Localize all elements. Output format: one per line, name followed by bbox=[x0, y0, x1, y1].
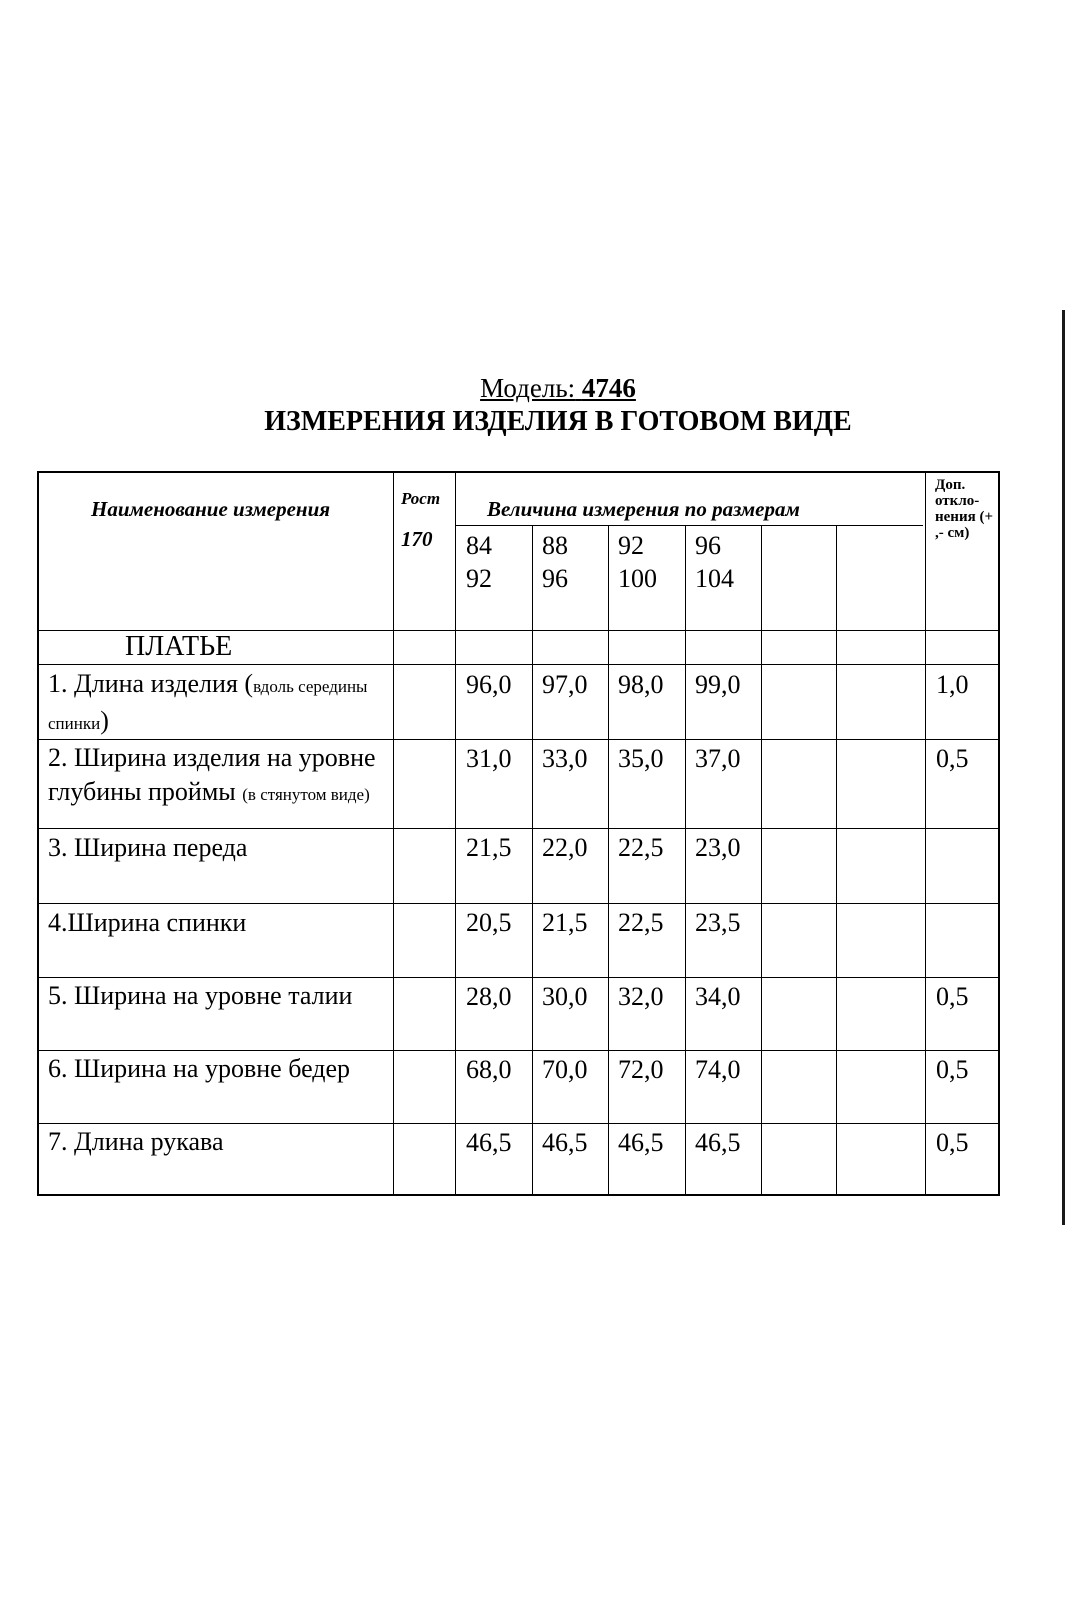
value-cell: 28,0 bbox=[466, 982, 512, 1011]
size-header: 92 100 bbox=[618, 531, 657, 593]
value-cell: 20,5 bbox=[466, 908, 512, 937]
row-divider bbox=[455, 525, 923, 526]
col-divider bbox=[925, 473, 926, 1194]
page-heading: ИЗМЕРЕНИЯ ИЗДЕЛИЯ В ГОТОВОМ ВИДЕ bbox=[264, 406, 852, 437]
row-divider bbox=[39, 828, 998, 829]
row-name: 5. Ширина на уровне талии bbox=[48, 981, 353, 1010]
deviation-cell: 0,5 bbox=[936, 982, 969, 1011]
col-divider bbox=[393, 473, 394, 1194]
deviation-cell: 0,5 bbox=[936, 744, 969, 773]
size-header: 88 96 bbox=[542, 531, 568, 593]
value-cell: 46,5 bbox=[695, 1128, 741, 1157]
value-cell: 22,5 bbox=[618, 833, 664, 862]
header-deviation: Доп. откло-нения (+ ,- см) bbox=[935, 477, 993, 541]
col-divider bbox=[836, 525, 837, 1194]
value-cell: 33,0 bbox=[542, 744, 588, 773]
value-cell: 30,0 bbox=[542, 982, 588, 1011]
value-cell: 32,0 bbox=[618, 982, 664, 1011]
row-divider bbox=[39, 977, 998, 978]
header-values-label: Величина измерения по размерам bbox=[487, 497, 800, 521]
row-name: 2. Ширина изделия на уровне глубины проймы (в стянутом виде) bbox=[48, 743, 376, 806]
page-edge-line bbox=[1062, 310, 1065, 1225]
value-cell: 96,0 bbox=[466, 670, 512, 699]
row-name: 7. Длина рукава bbox=[48, 1127, 224, 1156]
section-label: ПЛАТЬЕ bbox=[125, 631, 233, 662]
value-cell: 23,0 bbox=[695, 833, 741, 862]
value-cell: 97,0 bbox=[542, 670, 588, 699]
col-divider bbox=[761, 525, 762, 1194]
model-label: Модель: bbox=[480, 373, 576, 403]
value-cell: 72,0 bbox=[618, 1055, 664, 1084]
row-name: 4.Ширина спинки bbox=[48, 908, 247, 937]
model-number: 4746 bbox=[581, 373, 636, 403]
value-cell: 98,0 bbox=[618, 670, 664, 699]
row-divider bbox=[39, 903, 998, 904]
deviation-cell: 0,5 bbox=[936, 1055, 969, 1084]
value-cell: 31,0 bbox=[466, 744, 512, 773]
value-cell: 34,0 bbox=[695, 982, 741, 1011]
col-divider bbox=[455, 473, 456, 1194]
model-line bbox=[0, 371, 1066, 405]
value-cell: 99,0 bbox=[695, 670, 741, 699]
header-height-label: Рост bbox=[401, 489, 441, 508]
row-name: 3. Ширина переда bbox=[48, 833, 248, 862]
row-name: 1. Длина изделия (вдоль середины спинки) bbox=[48, 669, 368, 735]
value-cell: 23,5 bbox=[695, 908, 741, 937]
col-divider bbox=[532, 525, 533, 1194]
value-cell: 22,0 bbox=[542, 833, 588, 862]
value-cell: 74,0 bbox=[695, 1055, 741, 1084]
row-divider bbox=[39, 664, 998, 665]
col-divider bbox=[685, 525, 686, 1194]
value-cell: 46,5 bbox=[618, 1128, 664, 1157]
deviation-cell: 0,5 bbox=[936, 1128, 969, 1157]
header-height-value: 170 bbox=[401, 527, 433, 551]
value-cell: 70,0 bbox=[542, 1055, 588, 1084]
col-divider bbox=[608, 525, 609, 1194]
deviation-cell: 1,0 bbox=[936, 670, 969, 699]
value-cell: 21,5 bbox=[542, 908, 588, 937]
row-divider bbox=[39, 1050, 998, 1051]
measurements-table bbox=[37, 471, 1000, 1196]
value-cell: 46,5 bbox=[466, 1128, 512, 1157]
row-divider bbox=[39, 1123, 998, 1124]
value-cell: 22,5 bbox=[618, 908, 664, 937]
row-name: 6. Ширина на уровне бедер bbox=[48, 1054, 351, 1083]
size-header: 84 92 bbox=[466, 531, 492, 593]
value-cell: 68,0 bbox=[466, 1055, 512, 1084]
value-cell: 46,5 bbox=[542, 1128, 588, 1157]
value-cell: 35,0 bbox=[618, 744, 664, 773]
value-cell: 37,0 bbox=[695, 744, 741, 773]
size-header: 96 104 bbox=[695, 531, 734, 593]
header-name: Наименование измерения bbox=[91, 497, 331, 521]
value-cell: 21,5 bbox=[466, 833, 512, 862]
